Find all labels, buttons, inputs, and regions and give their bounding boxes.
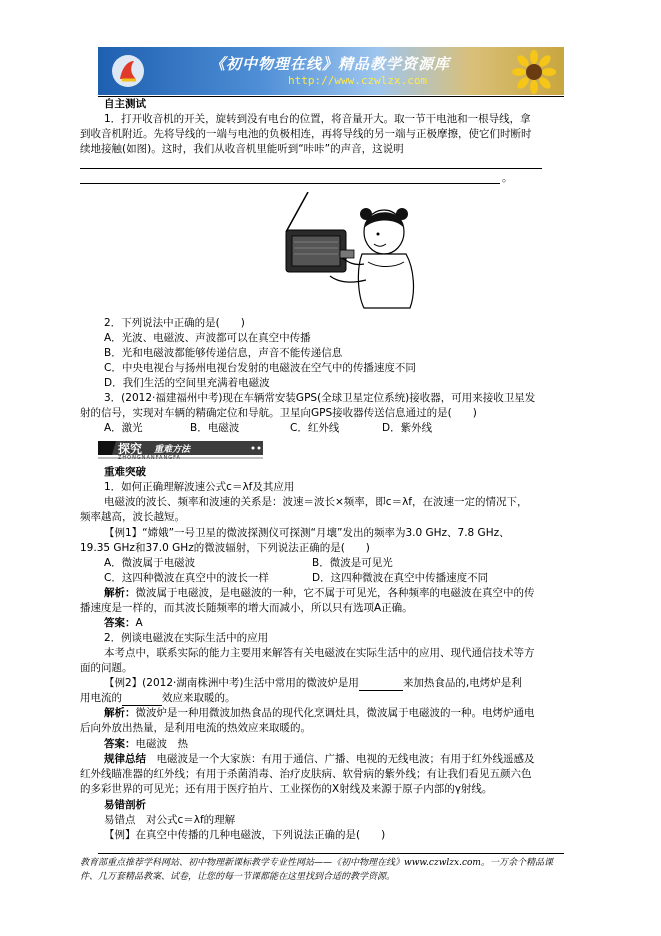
site-logo-icon — [110, 53, 146, 89]
q3-line-1: 3．(2012·福建福州中考)现在车辆常安装GPS(全球卫星定位系统)接收器，可用来接收卫星发 — [104, 392, 536, 404]
sunflower-icon — [512, 50, 556, 94]
example-2-text-1a: 【例2】(2012·湖南株洲中考)生活中常用的微波炉是用 — [104, 677, 359, 689]
q1-line-1: 1．打开收音机的开关，旋转到没有电台的位置，将音量开大。取一节干电池和一根导线，拿 — [104, 113, 531, 125]
footer-line-2: 件、几万套精品教案、试卷，让您的每一节课都能在这里找到合适的教学资源。 — [80, 872, 396, 882]
footer-line-1: 教育部重点推荐学科网站、初中物理新课标教学专业性网站——《初中物理在线》www.czwlzx.com。一万余个精品课 — [80, 858, 553, 868]
q3-option-b: B．电磁波 — [190, 422, 240, 434]
answer-2-label: 答案： — [104, 738, 136, 750]
banner-url: http://www.czwlzx.com — [288, 74, 428, 87]
q2-option-a: A．光波、电磁波、声波都可以在真空中传播 — [104, 332, 311, 344]
example-1-line-1: 【例1】“嫦娥”一号卫星的微波探测仪可探测“月壤”发出的频率为3.0 GHz、7.8 GHz、 — [104, 527, 510, 539]
q3-line-2: 射的信号，实现对车辆的精确定位和导航。卫星向GPS接收器传送信息通过的是( ) — [80, 407, 477, 419]
error-point-line: 易错点 对公式c＝λf的理解 — [104, 814, 236, 826]
key-point-2-title: 2．例谈电磁波在实际生活中的应用 — [104, 632, 269, 644]
summary-text-1: 电磁波是一个大家族：有用于通信、广播、电视的无线电波；有用于红外线遥感及 — [156, 753, 535, 765]
banner-title: 《初中物理在线》精品教学资源库 — [210, 55, 451, 73]
analysis-2-line-1 — [104, 706, 535, 721]
q1-line-2: 到收音机附近。先将导线的一端与电池的负极相连，再将导线的另一端与正极摩擦，使它们时断时 — [80, 128, 532, 140]
q1-line-3: 续地接触(如图)。这时，我们从收音机里能听到“咔咔”的声音，这说明 — [80, 143, 404, 155]
summary-line-2: 红外线瞄准器的红外线；有用于杀菌消毒、治疗皮肤病、软骨病的紫外线；有让我们看见五颜六色 — [80, 768, 532, 780]
key-point-2-line-1: 本考点中，联系实际的能力主要用来解答有关电磁波在实际生活中的应用、现代通信技术等方 — [104, 647, 535, 659]
example-1-option-b: B．微波是可见光 — [312, 557, 393, 569]
key-point-2-line-2: 面的问题。 — [80, 662, 133, 674]
section-bar-pinyin: ZHONGNANFANGFA — [118, 455, 181, 461]
example-1-option-a: A．微波属于电磁波 — [104, 557, 196, 569]
key-point-1-line-2: 频率越高，波长越短。 — [80, 511, 185, 523]
section-bar-sub: 重难方法 — [154, 445, 191, 455]
answer-1 — [104, 616, 143, 631]
answer-1-value: A — [135, 617, 143, 629]
section-heading-error-analysis: 易错剖析 — [104, 799, 146, 811]
q3-option-d: D．紫外线 — [382, 422, 433, 434]
key-point-1-title: 1．如何正确理解波速公式c＝λf及其应用 — [104, 481, 295, 493]
example-1-option-d: D．这四种微波在真空中传播速度不同 — [312, 572, 489, 584]
radio-experiment-figure — [278, 192, 428, 310]
error-example-line: 【例】在真空中传播的几种电磁波，下列说法正确的是( ) — [104, 829, 386, 841]
section-bar-label: 探究 — [118, 442, 143, 456]
analysis-1-label: 解析： — [104, 587, 136, 599]
answer-2-value: 电磁波 热 — [135, 738, 188, 750]
q2-option-d: D．我们生活的空间里充满着电磁波 — [104, 377, 270, 389]
example-2-line-1 — [104, 676, 522, 691]
q3-option-a: A．激光 — [104, 422, 143, 434]
answer-2 — [104, 737, 188, 752]
example-2-line-2 — [80, 691, 236, 706]
analysis-2-line-2: 后向外放出热量，是利用电流的热效应来取暖的。 — [80, 722, 311, 734]
example-2-text-2b: 效应来取暖的。 — [162, 692, 236, 704]
footer-rule — [98, 853, 564, 854]
section-heading-self-test: 自主测试 — [104, 98, 146, 110]
analysis-1-text-1: 微波属于电磁波，是电磁波的一种，它不属于可见光，各种频率的电磁波在真空中的传 — [135, 587, 535, 599]
summary-label: 规律总结 — [104, 753, 146, 765]
header-banner — [98, 47, 564, 95]
analysis-2-text-1: 微波炉是一种用微波加热食品的现代化烹调灶具，微波属于电磁波的一种。电烤炉通电 — [135, 707, 535, 719]
example-2-blank-1 — [359, 690, 403, 691]
example-1-option-c: C．这四种微波在真空中的波长一样 — [104, 572, 269, 584]
q2-option-b: B．光和电磁波都能够传递信息，声音不能传递信息 — [104, 347, 343, 359]
header-rule — [98, 96, 564, 97]
q2-option-c: C．中央电视台与扬州电视台发射的电磁波在空气中的传播速度不同 — [104, 362, 416, 374]
example-2-text-2a: 用电流的 — [80, 692, 122, 704]
analysis-1-line-2: 播速度是一样的，而其波长随频率的增大而减小，所以只有选项A正确。 — [80, 602, 413, 614]
key-point-1-line-1: 电磁波的波长、频率和波速的关系是：波速＝波长×频率，即c＝λf，在波速一定的情况下， — [104, 496, 528, 508]
q1-end-mark: 。 — [502, 172, 513, 184]
answer-1-label: 答案： — [104, 617, 136, 629]
summary-line-1 — [104, 752, 535, 767]
q2-stem: 2．下列说法中正确的是( ) — [104, 317, 245, 329]
example-1-line-2: 19.35 GHz和37.0 GHz的微波辐射，下列说法正确的是( ) — [80, 542, 370, 554]
example-2-text-1b: 来加热食品的,电烤炉是利 — [402, 677, 522, 689]
analysis-1-line-1 — [104, 586, 535, 601]
q3-option-c: C．红外线 — [290, 422, 340, 434]
q1-answer-line-2 — [80, 183, 500, 184]
summary-line-3: 的多彩世界的可见光；还有用于医疗拍片、工业探伤的X射线及来源于原子内部的γ射线。 — [80, 783, 493, 795]
explore-section-bar — [98, 439, 268, 463]
analysis-2-label: 解析： — [104, 707, 136, 719]
q1-answer-line-1 — [80, 168, 542, 169]
section-heading-key-points: 重难突破 — [104, 466, 146, 478]
